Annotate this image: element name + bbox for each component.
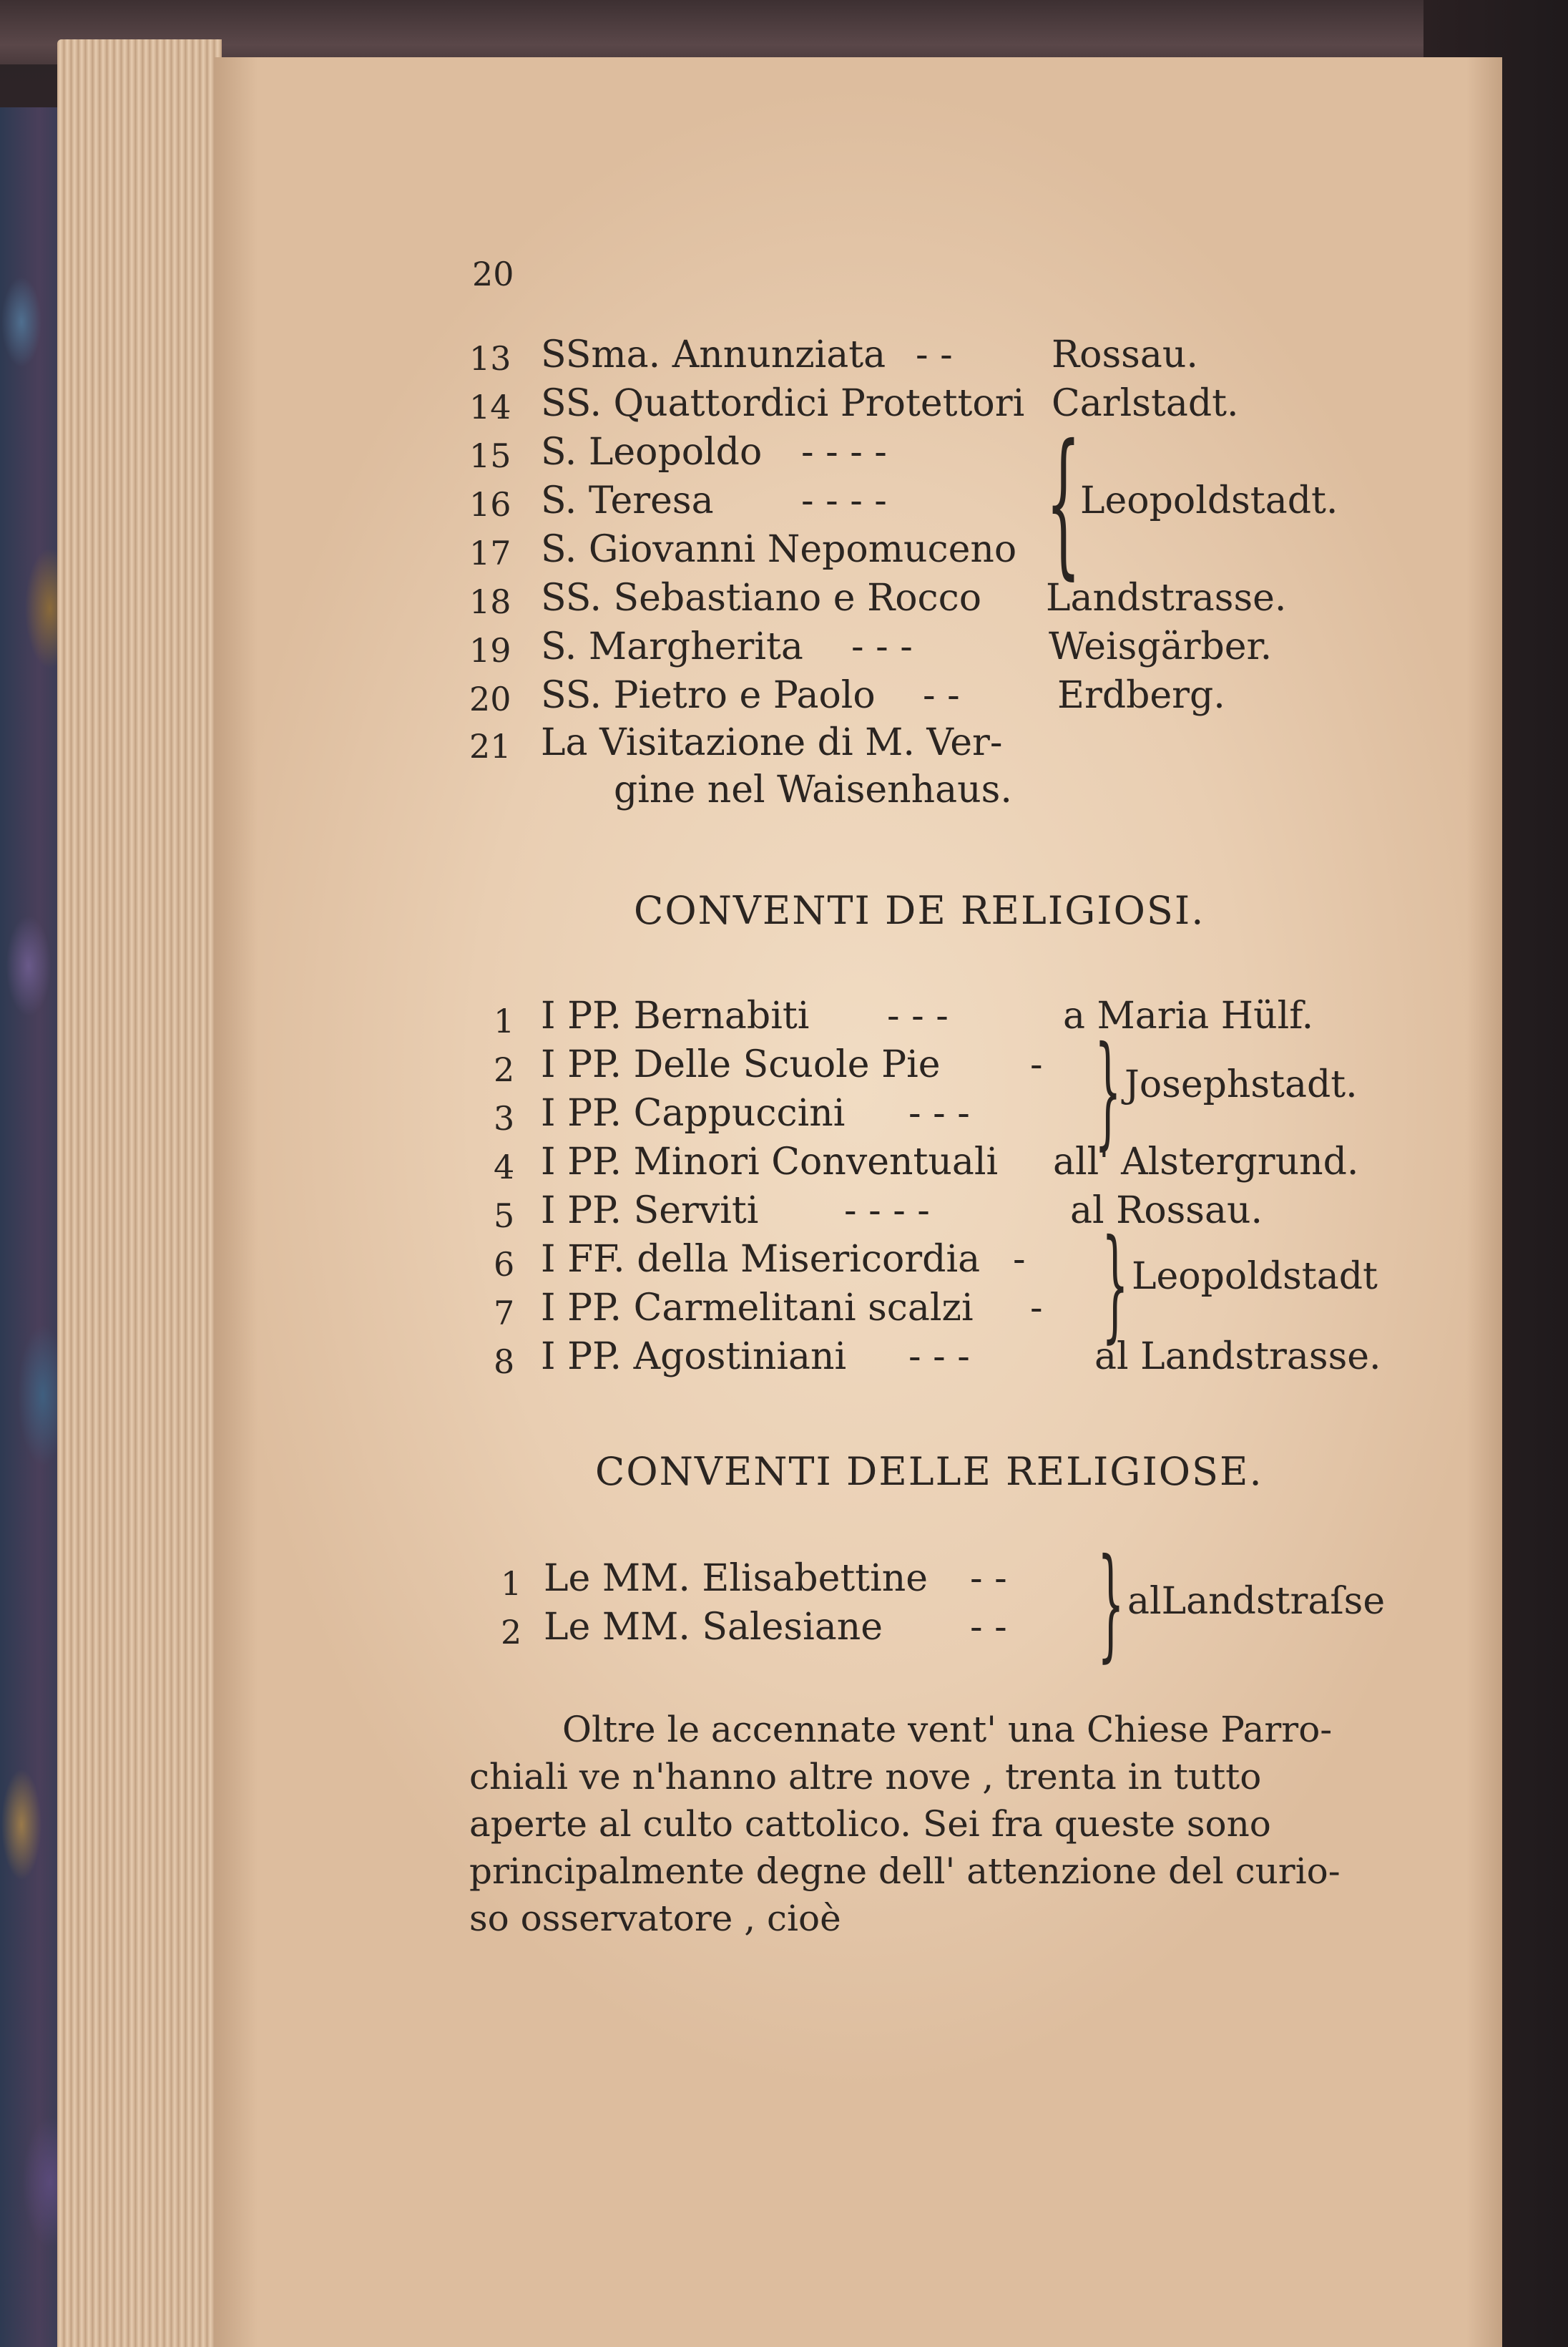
item-name: I PP. Carmelitani scalzi [541,1287,974,1329]
item-place: Erdberg. [1057,674,1225,717]
item-place: Landstrasse. [1046,577,1287,620]
item-name: I PP. Delle Scuole Pie [541,1043,941,1086]
item-number: 2 [494,1050,515,1089]
item-number: 1 [494,1002,515,1040]
item-name: S. Leopoldo [541,431,763,474]
item-number: 18 [469,582,511,621]
item-place: Carlstadt. [1052,382,1239,425]
brace-symbol: { [1046,411,1081,594]
item-number: 6 [494,1245,515,1284]
item-place: a Maria Hülf. [1063,995,1314,1038]
page-fold-shadow [1466,57,1502,2347]
item-name: Le MM. Elisabettine [544,1557,928,1600]
brace-symbol: } [1094,1020,1122,1162]
item-name: I PP. Serviti [541,1189,759,1232]
item-dots: - - - [851,625,913,668]
brace-label: Josephstadt. [1124,1063,1358,1106]
brace-symbol: } [1102,1214,1129,1355]
paragraph-line: aperte al culto cattolico. Sei fra queste sono [469,1803,1271,1845]
paragraph-line: Oltre le accennate vent' una Chiese Parro- [562,1709,1333,1750]
item-dots: - - - - [801,431,887,474]
item-name: S. Teresa [541,479,714,522]
item-name: SSma. Annunziata [541,333,886,376]
book-top-binding [0,0,1568,64]
item-number: 17 [469,534,511,572]
brace-label: Leopoldstadt. [1080,479,1338,522]
item-place: al Rossau. [1070,1189,1263,1232]
item-place: Rossau. [1052,333,1198,376]
item-name: La Visitazione di M. Ver- [541,721,1003,764]
item-name: SS. Sebastiano e Rocco [541,577,982,620]
item-dots: - [1013,1238,1026,1281]
item-number: 8 [494,1342,515,1381]
item-name: I PP. Bernabiti [541,995,810,1038]
item-dots: - - - [887,995,949,1038]
paragraph-line: so osservatore , cioè [469,1898,841,1939]
brace-symbol: } [1097,1533,1124,1674]
item-dots: - - - [908,1092,970,1135]
item-dots: - [1030,1287,1043,1329]
item-name: SS. Quattordici Protettori [541,382,1025,425]
item-number: 20 [469,680,511,718]
item-name: SS. Pietro e Paolo [541,674,876,717]
item-number: 3 [494,1099,515,1138]
section-heading-religiosi: CONVENTI DE RELIGIOSI. [634,888,1205,933]
item-name: Le MM. Salesiane [544,1606,883,1649]
item-place: all' Alstergrund. [1053,1141,1359,1184]
item-number: 21 [469,727,511,766]
brace-label: Leopoldstadt [1132,1255,1378,1298]
brace-label: alLandstraſse [1127,1580,1386,1623]
item-dots: - - [970,1606,1007,1649]
page-number: 20 [472,255,514,293]
item-name: I PP. Minori Conventuali [541,1141,999,1184]
page-edges [57,39,222,2347]
item-dots: - [1030,1043,1043,1086]
item-number: 13 [469,339,511,378]
item-dots: - - - [908,1335,970,1378]
item-dots: - - - - [801,479,887,522]
item-name: I PP. Cappuccini [541,1092,846,1135]
item-number: 4 [494,1148,515,1186]
paragraph-line: chiali ve n'hanno altre nove , trenta in tutto [469,1756,1262,1797]
item-dots: - - [970,1557,1007,1600]
page-gutter-shadow [215,57,258,2347]
item-number: 1 [501,1564,522,1603]
item-number: 2 [501,1613,522,1651]
item-number: 19 [469,631,511,670]
item-dots: - - [916,333,953,376]
item-name-continuation: gine nel Waisenhaus. [614,768,1012,811]
item-place: al Landstrasse. [1094,1335,1381,1378]
item-number: 7 [494,1294,515,1332]
item-name: S. Giovanni Nepomuceno [541,528,1017,571]
item-number: 16 [469,485,511,524]
item-number: 5 [494,1196,515,1235]
item-name: S. Margherita [541,625,803,668]
item-dots: - - - - [844,1189,930,1232]
item-place: Weisgärber. [1049,625,1273,668]
item-name: I PP. Agostiniani [541,1335,847,1378]
body-paragraph [469,1706,1371,1942]
section-heading-religiose: CONVENTI DELLE RELIGIOSE. [595,1449,1263,1494]
item-number: 14 [469,388,511,426]
paragraph-line: principalmente degne dell' attenzione del curio- [469,1850,1341,1892]
item-dots: - - [923,674,960,717]
item-number: 15 [469,436,511,475]
item-name: I FF. della Misericordia [541,1238,981,1281]
